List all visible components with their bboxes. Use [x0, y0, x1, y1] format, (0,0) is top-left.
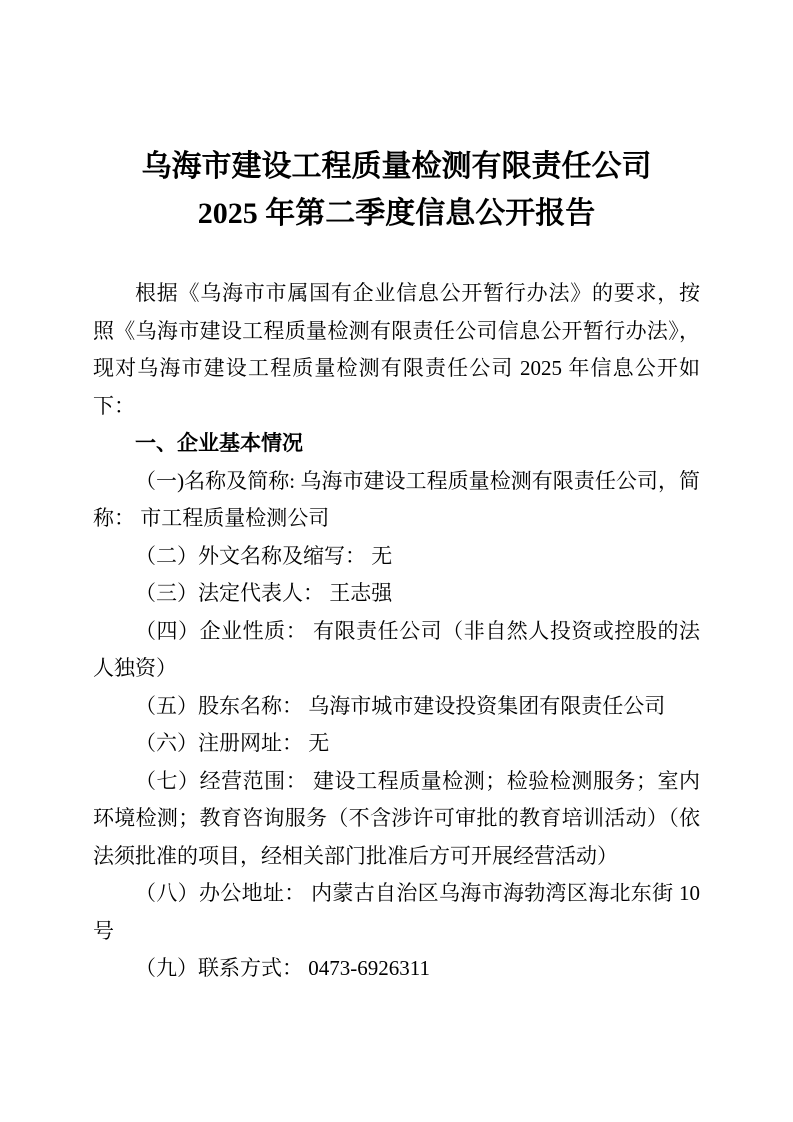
document-title-line2: 2025 年第二季度信息公开报告: [197, 197, 596, 230]
section1-item-3-legal-representative: （三）法定代表人： 王志强: [135, 581, 393, 605]
section1-item-6-registered-website: （六）注册网址： 无: [135, 731, 330, 755]
section1-item-1-name-abbreviation: （一)名称及简称: 乌海市建设工程质量检测有限责任公司，简称： 市工程质量检测公司: [93, 468, 700, 530]
section1-item-9-contact-info: （九）联系方式： 0473-6926311: [135, 956, 430, 980]
document-title: [93, 143, 700, 237]
document-title-line1: 乌海市建设工程质量检测有限责任公司: [141, 150, 652, 183]
document-body: [93, 275, 700, 988]
section1-item-5-shareholder-name: （五）股东名称： 乌海市城市建设投资集团有限责任公司: [135, 693, 666, 718]
section1-item-4-enterprise-nature: （四）企业性质： 有限责任公司（非自然人投资或控股的法人独资）: [93, 618, 700, 680]
intro-paragraph: 根据《乌海市市属国有企业信息公开暂行办法》的要求，按照《乌海市建设工程质量检测有限责任公司信息公开暂行办法》，现对乌海市建设工程质量检测有限责任公司 2025 年信息公开如下：: [93, 281, 700, 418]
section1-item-2-foreign-name: （二）外文名称及缩写： 无: [135, 543, 393, 568]
section1-item-7-business-scope: （七）经营范围： 建设工程质量检测；检验检测服务；室内环境检测；教育咨询服务（不含涉许可审批的教育培训活动）（依法须批准的项目，经相关部门批准后方可开展经营活动）: [93, 768, 700, 868]
section1-heading: 一、企业基本情况: [135, 432, 303, 455]
section1-item-8-office-address: （八）办公地址： 内蒙古自治区乌海市海勃湾区海北东街 10 号: [93, 881, 700, 943]
